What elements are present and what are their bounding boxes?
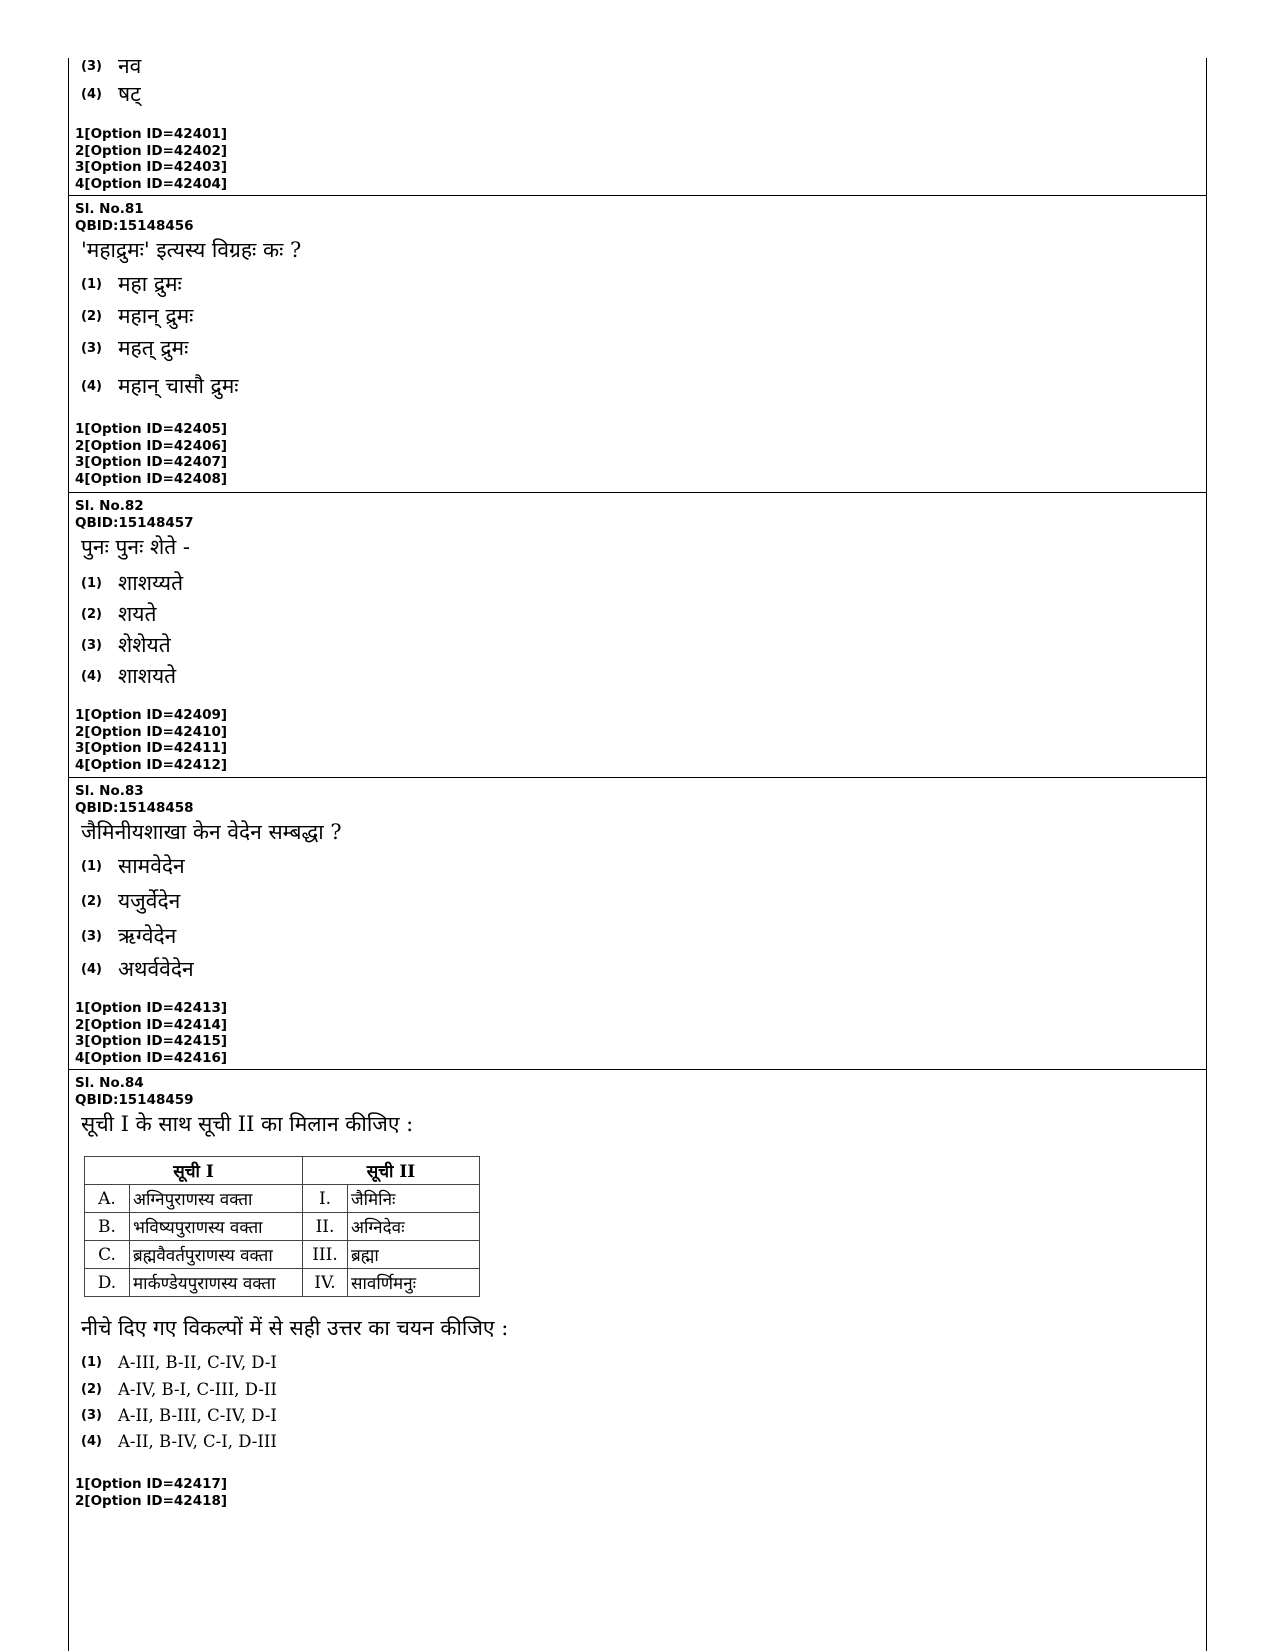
list-2-value: अग्निदेवः bbox=[348, 1213, 480, 1241]
question-text: सूची I के साथ सूची II का मिलान कीजिए : bbox=[81, 1112, 414, 1136]
option-number: (3) bbox=[81, 340, 102, 356]
option-row bbox=[81, 80, 141, 108]
option-row bbox=[81, 662, 176, 690]
option-number: (2) bbox=[81, 606, 102, 622]
option-number: (4) bbox=[81, 378, 102, 394]
option-number: (1) bbox=[81, 575, 102, 591]
question-meta bbox=[75, 1075, 194, 1108]
option-id: 4[Option ID=42408] bbox=[75, 470, 228, 487]
match-table-row bbox=[85, 1269, 480, 1297]
option-id: 2[Option ID=42418] bbox=[75, 1492, 228, 1509]
answer-instruction: नीचे दिए गए विकल्पों में से सही उत्तर का चयन कीजिए : bbox=[81, 1316, 509, 1340]
question-block-80-tail bbox=[69, 54, 1206, 196]
question-block-83 bbox=[69, 778, 1206, 1070]
option-id: 2[Option ID=42406] bbox=[75, 437, 228, 454]
option-text: महत् द्रुमः bbox=[118, 336, 189, 360]
option-number: (1) bbox=[81, 276, 102, 292]
option-row bbox=[81, 1405, 277, 1425]
serial-number: Sl. No.84 bbox=[75, 1075, 144, 1091]
option-text: महान् द्रुमः bbox=[118, 304, 194, 328]
match-table bbox=[84, 1156, 480, 1297]
question-meta bbox=[75, 201, 194, 234]
match-table-row bbox=[85, 1213, 480, 1241]
option-row bbox=[81, 955, 194, 983]
list-1-heading: सूची I bbox=[85, 1157, 303, 1185]
option-text: ऋग्वेदेन bbox=[118, 924, 177, 948]
option-row bbox=[81, 334, 188, 362]
option-id: 1[Option ID=42413] bbox=[75, 1000, 228, 1016]
serial-number: Sl. No.81 bbox=[75, 201, 144, 217]
question-text: 'महाद्रुमः' इत्यस्य विग्रहः कः ? bbox=[81, 238, 302, 262]
question-meta bbox=[75, 498, 194, 531]
option-number: (2) bbox=[81, 308, 102, 324]
option-number: (1) bbox=[81, 858, 102, 874]
list-1-key: B. bbox=[85, 1213, 130, 1241]
option-row bbox=[81, 1379, 277, 1399]
question-meta bbox=[75, 783, 194, 816]
qbid: QBID:15148458 bbox=[75, 799, 194, 816]
serial-number: Sl. No.83 bbox=[75, 783, 144, 799]
list-2-key: IV. bbox=[303, 1269, 348, 1297]
option-row bbox=[81, 302, 193, 330]
option-text: यजुर्वेदेन bbox=[118, 889, 181, 913]
option-id: 2[Option ID=42402] bbox=[75, 142, 228, 159]
option-id: 1[Option ID=42405] bbox=[75, 421, 228, 437]
option-text: A-IV, B-I, C-III, D-II bbox=[118, 1380, 277, 1399]
option-row bbox=[81, 922, 176, 950]
option-id: 3[Option ID=42415] bbox=[75, 1033, 228, 1049]
option-number: (3) bbox=[81, 637, 102, 653]
match-table-row bbox=[85, 1185, 480, 1213]
list-1-key: A. bbox=[85, 1185, 130, 1213]
option-text: नव bbox=[118, 54, 142, 78]
option-text: महान् चासौ द्रुमः bbox=[118, 374, 239, 398]
question-paper-frame bbox=[68, 54, 1207, 1651]
option-row bbox=[81, 372, 239, 400]
list-2-value: ब्रह्मा bbox=[348, 1241, 480, 1269]
option-id: 2[Option ID=42410] bbox=[75, 723, 228, 740]
option-number: (2) bbox=[81, 893, 102, 909]
option-id: 4[Option ID=42412] bbox=[75, 756, 228, 773]
qbid: QBID:15148459 bbox=[75, 1091, 194, 1108]
list-2-heading: सूची II bbox=[303, 1157, 480, 1185]
option-row bbox=[81, 1352, 277, 1372]
option-text: A-III, B-II, C-IV, D-I bbox=[118, 1353, 277, 1372]
option-row bbox=[81, 569, 183, 597]
serial-number: Sl. No.82 bbox=[75, 498, 144, 514]
option-number: (4) bbox=[81, 1434, 102, 1449]
option-number: (2) bbox=[81, 1382, 102, 1397]
question-block-82 bbox=[69, 493, 1206, 778]
option-number: (3) bbox=[81, 928, 102, 944]
option-id: 1[Option ID=42417] bbox=[75, 1476, 228, 1492]
option-id-list bbox=[75, 1000, 227, 1066]
option-text: शेशेयते bbox=[118, 633, 171, 657]
option-id-list bbox=[75, 707, 227, 773]
option-id-list bbox=[75, 126, 227, 192]
option-id-list bbox=[75, 421, 227, 487]
option-row bbox=[81, 52, 141, 80]
qbid: QBID:15148456 bbox=[75, 217, 194, 234]
option-text: सामवेदेन bbox=[118, 854, 185, 878]
question-text: जैमिनीयशाखा केन वेदेन सम्बद्धा ? bbox=[81, 820, 342, 844]
option-id: 4[Option ID=42404] bbox=[75, 175, 228, 192]
option-number: (4) bbox=[81, 668, 102, 684]
option-text: A-II, B-IV, C-I, D-III bbox=[118, 1432, 277, 1451]
option-number: (1) bbox=[81, 1355, 102, 1370]
option-number: (3) bbox=[81, 1408, 102, 1423]
option-number: (4) bbox=[81, 961, 102, 977]
option-id: 2[Option ID=42414] bbox=[75, 1016, 228, 1033]
option-row bbox=[81, 270, 182, 298]
option-text: शाशयते bbox=[118, 664, 177, 688]
list-1-key: D. bbox=[85, 1269, 130, 1297]
option-text: महा द्रुमः bbox=[118, 272, 182, 296]
option-text: शाशय्यते bbox=[118, 571, 184, 595]
option-text: A-II, B-III, C-IV, D-I bbox=[118, 1406, 277, 1425]
match-table-header bbox=[85, 1157, 480, 1185]
question-text: पुनः पुनः शेते - bbox=[81, 535, 191, 559]
option-id: 4[Option ID=42416] bbox=[75, 1049, 228, 1066]
list-1-value: भविष्यपुराणस्य वक्ता bbox=[130, 1213, 303, 1241]
list-1-value: अग्निपुराणस्य वक्ता bbox=[130, 1185, 303, 1213]
match-table-row bbox=[85, 1241, 480, 1269]
qbid: QBID:15148457 bbox=[75, 514, 194, 531]
option-number: (4) bbox=[81, 86, 102, 102]
option-row bbox=[81, 852, 185, 880]
list-1-value: ब्रह्मवैवर्तपुराणस्य वक्ता bbox=[130, 1241, 303, 1269]
option-id-list bbox=[75, 1476, 227, 1509]
option-id: 1[Option ID=42401] bbox=[75, 126, 228, 142]
option-id: 3[Option ID=42403] bbox=[75, 159, 228, 175]
question-block-81 bbox=[69, 196, 1206, 493]
list-2-key: I. bbox=[303, 1185, 348, 1213]
list-2-key: III. bbox=[303, 1241, 348, 1269]
option-row bbox=[81, 631, 171, 659]
list-2-value: जैमिनिः bbox=[348, 1185, 480, 1213]
list-1-key: C. bbox=[85, 1241, 130, 1269]
option-row bbox=[81, 600, 156, 628]
option-text: अथर्ववेदेन bbox=[118, 957, 194, 981]
option-row bbox=[81, 1431, 277, 1451]
option-text: षट् bbox=[118, 82, 141, 106]
option-id: 1[Option ID=42409] bbox=[75, 707, 228, 723]
option-id: 3[Option ID=42407] bbox=[75, 454, 228, 470]
option-number: (3) bbox=[81, 58, 102, 74]
list-2-key: II. bbox=[303, 1213, 348, 1241]
question-block-84 bbox=[69, 1070, 1206, 1651]
list-2-value: सावर्णिमनुः bbox=[348, 1269, 480, 1297]
option-text: शयते bbox=[118, 602, 157, 626]
option-id: 3[Option ID=42411] bbox=[75, 740, 228, 756]
option-row bbox=[81, 887, 180, 915]
list-1-value: मार्कण्डेयपुराणस्य वक्ता bbox=[130, 1269, 303, 1297]
